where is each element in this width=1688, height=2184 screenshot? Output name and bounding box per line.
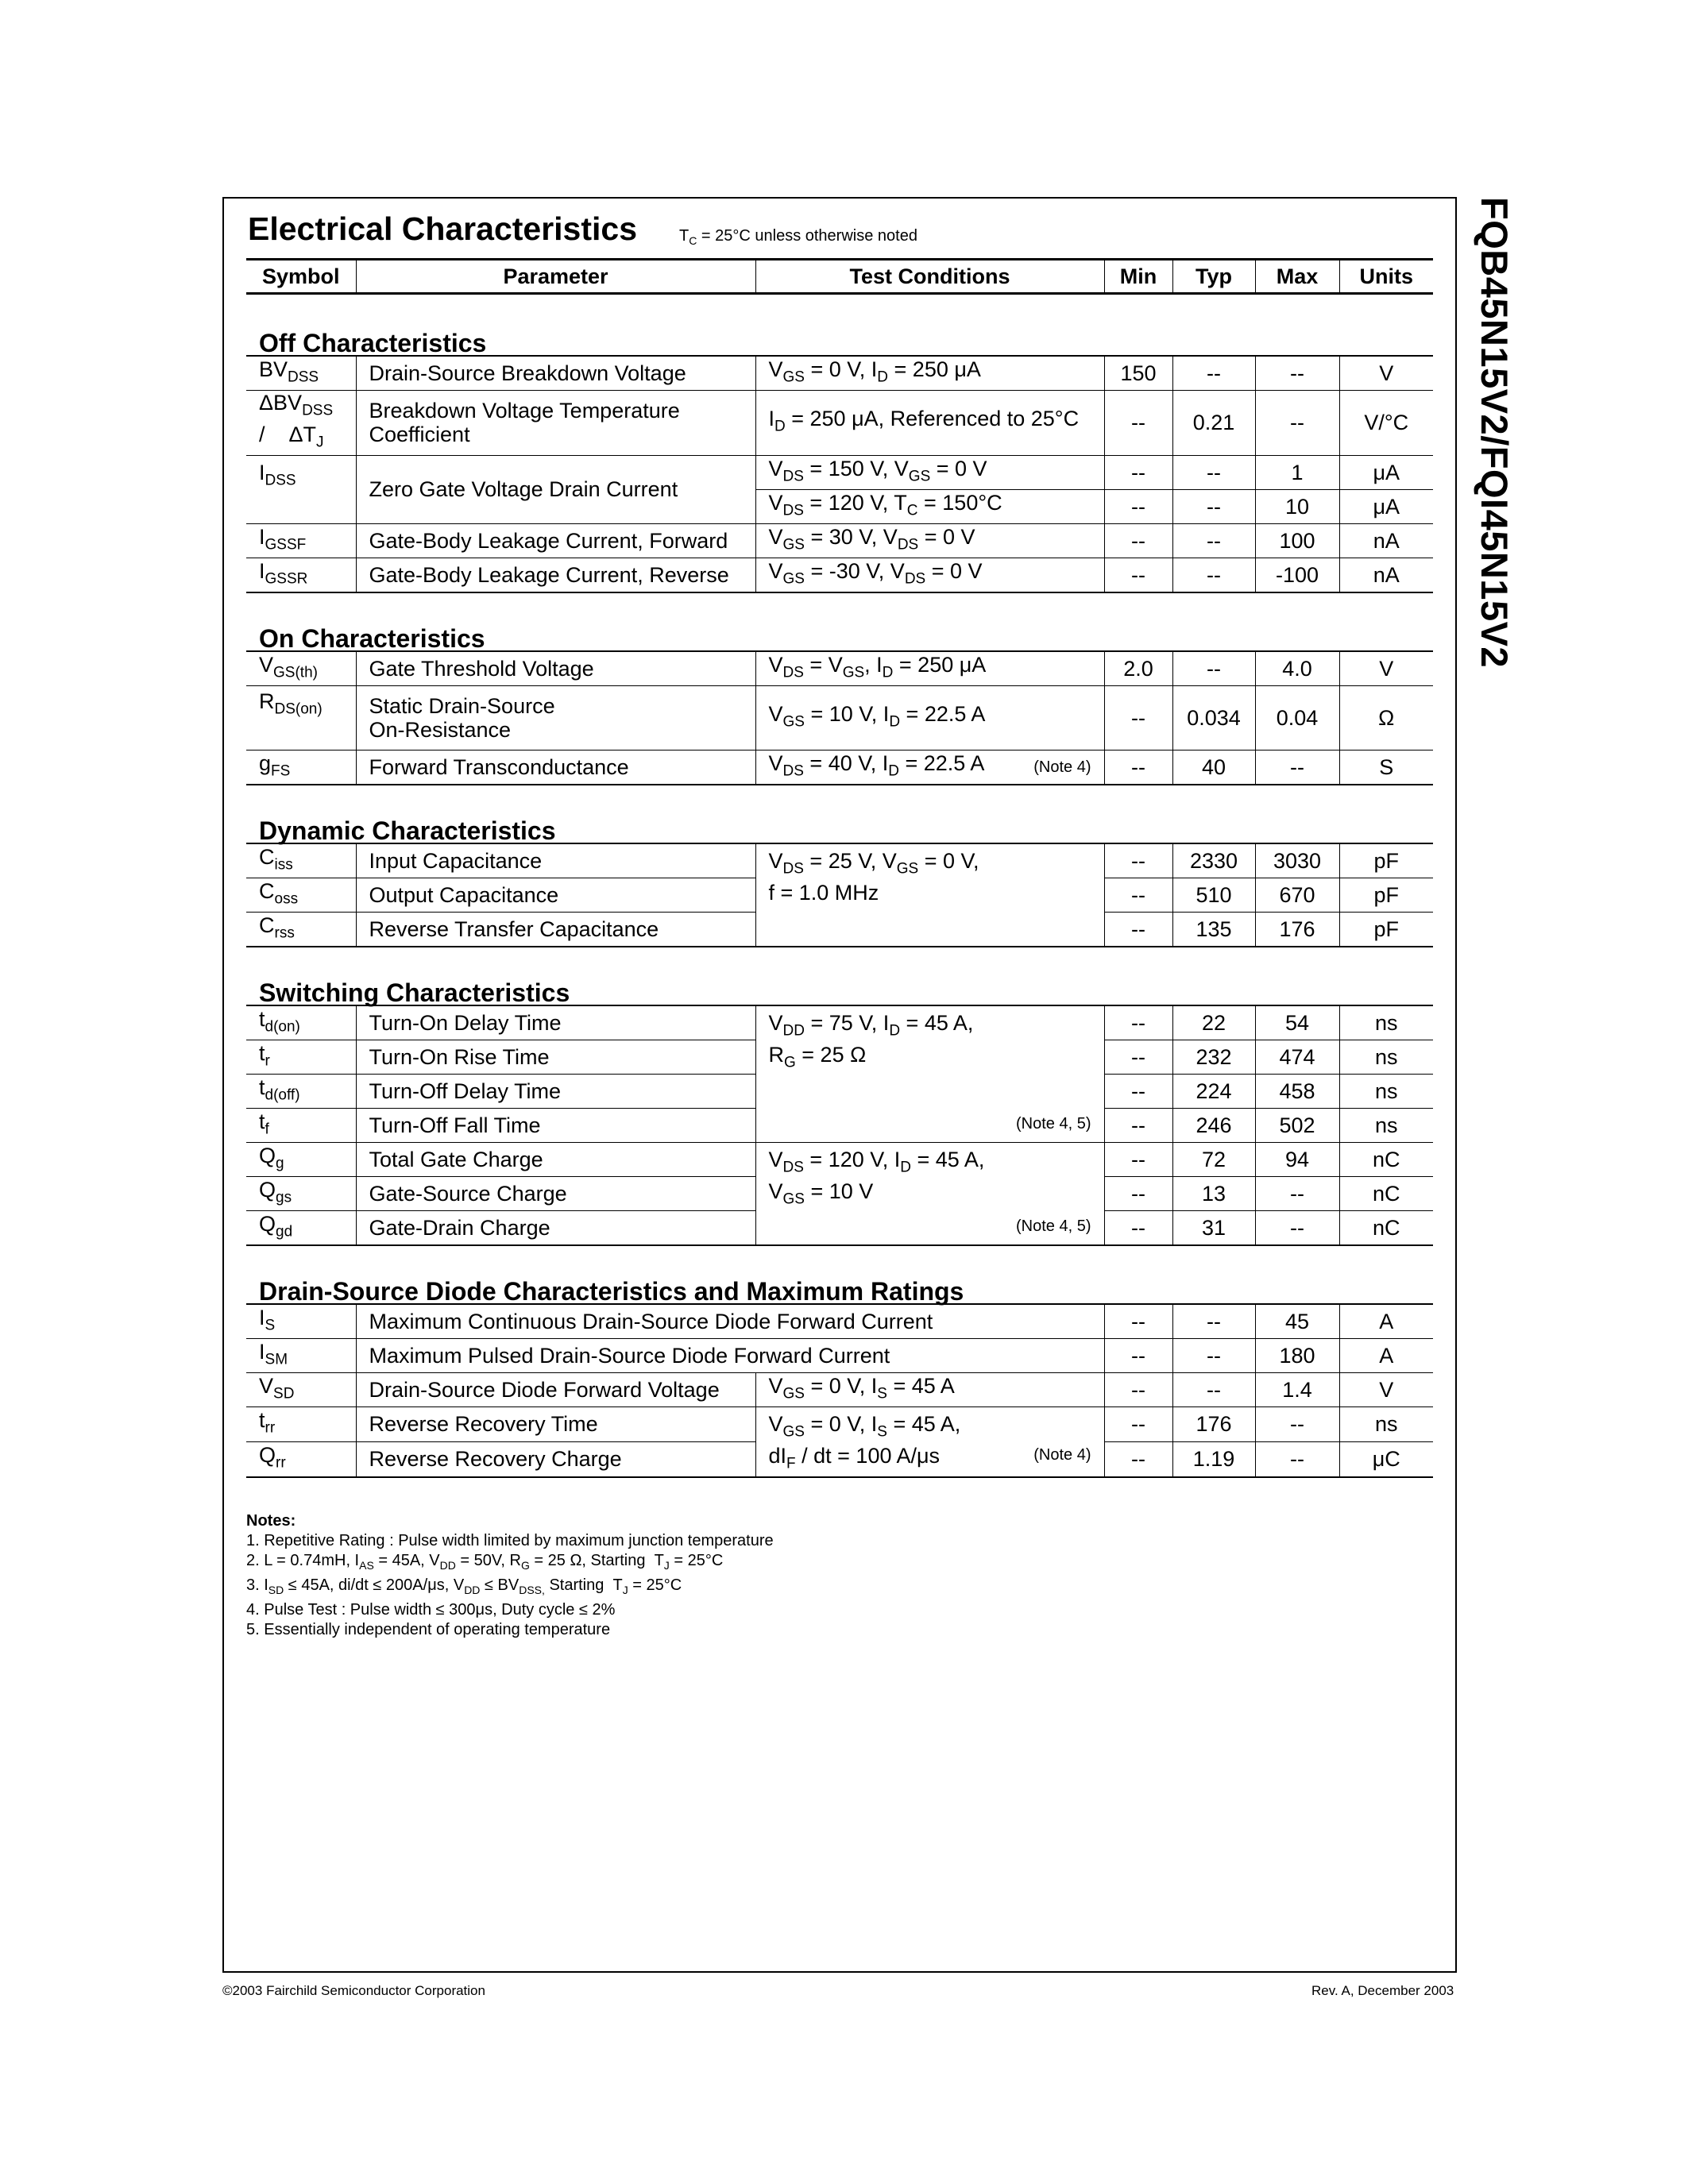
header-max: Max bbox=[1255, 260, 1339, 294]
min-cell: -- bbox=[1104, 1142, 1172, 1176]
symbol-cell: $C_{oss}$ bbox=[246, 878, 356, 912]
note-ref: (Note 4) bbox=[1033, 758, 1091, 776]
test-conditions-cell: $I_D = 250$ μA, Referenced to 25°C bbox=[755, 391, 1104, 456]
header-typ: Typ bbox=[1172, 260, 1255, 294]
unit-cell: nA bbox=[1339, 558, 1433, 592]
symbol-cell: $I_{GSSR}$ bbox=[246, 558, 356, 592]
max-cell: -- bbox=[1255, 391, 1339, 456]
typ-cell: -- bbox=[1172, 489, 1255, 523]
parameter-cell: Reverse Recovery Time bbox=[356, 1406, 755, 1441]
unit-cell: A bbox=[1339, 1338, 1433, 1372]
test-conditions-cell: $V_{DD} = 75$ V, $I_D = 45$ A, $R_G = 25$ Ω (Note 4, 5) bbox=[755, 1005, 1104, 1143]
section-heading-on: On Characteristics bbox=[246, 592, 1433, 651]
typ-cell: -- bbox=[1172, 455, 1255, 489]
min-cell: -- bbox=[1104, 1406, 1172, 1441]
test-conditions-cell: $V_{GS} = 0$ V, $I_S = 45$ A, $dI_F$ / dt = 100 A/μs (Note 4) bbox=[755, 1406, 1104, 1476]
table-row bbox=[246, 1005, 1433, 1040]
side-part-number bbox=[1465, 197, 1516, 689]
symbol-cell: $\Delta BV_{DSS}$ / $\Delta T_J$ bbox=[246, 391, 356, 456]
typ-cell: 13 bbox=[1172, 1176, 1255, 1210]
typ-cell: 1.19 bbox=[1172, 1441, 1255, 1476]
min-cell: -- bbox=[1104, 489, 1172, 523]
typ-cell: -- bbox=[1172, 1338, 1255, 1372]
symbol-cell: $R_{DS(on)}$ bbox=[246, 685, 356, 750]
typ-cell: -- bbox=[1172, 356, 1255, 391]
parameter-cell: Maximum Pulsed Drain-Source Diode Forward Current bbox=[356, 1338, 1104, 1372]
note-5: 5. Essentially independent of operating temperature bbox=[246, 1621, 611, 1638]
table-row bbox=[246, 1142, 1433, 1176]
unit-cell: nA bbox=[1339, 523, 1433, 558]
unit-cell: Ω bbox=[1339, 685, 1433, 750]
test-conditions-cell: $V_{GS} = 30$ V, $V_{DS} = 0$ V bbox=[755, 523, 1104, 558]
typ-cell: 246 bbox=[1172, 1108, 1255, 1142]
test-conditions-cell: $V_{DS} = 120$ V, $T_C = 150^\circ C$ bbox=[755, 489, 1104, 523]
max-cell: 54 bbox=[1255, 1005, 1339, 1040]
typ-cell: 0.034 bbox=[1172, 685, 1255, 750]
unit-cell: nC bbox=[1339, 1176, 1433, 1210]
unit-cell: V/°C bbox=[1339, 391, 1433, 456]
table-row bbox=[246, 1338, 1433, 1372]
parameter-cell: Maximum Continuous Drain-Source Diode Forward Current bbox=[356, 1304, 1104, 1339]
note-3: 3. $I_{SD} \le 45A$, di/dt ≤ 200A/μs, $V_{DD} \le BV_{DSS,}$ Starting $T_J = 25^\circ C$ bbox=[246, 1576, 682, 1596]
table-row bbox=[246, 651, 1433, 686]
min-cell: -- bbox=[1104, 523, 1172, 558]
table-row bbox=[246, 391, 1433, 456]
max-cell: 180 bbox=[1255, 1338, 1339, 1372]
min-cell: -- bbox=[1104, 912, 1172, 947]
typ-cell: 31 bbox=[1172, 1210, 1255, 1245]
parameter-cell: Zero Gate Voltage Drain Current bbox=[356, 455, 755, 523]
table-row bbox=[246, 455, 1433, 489]
min-cell: -- bbox=[1104, 1304, 1172, 1339]
footer-copyright: ©2003 Fairchild Semiconductor Corporation bbox=[222, 1983, 485, 1998]
parameter-cell: Gate-Source Charge bbox=[356, 1176, 755, 1210]
parameter-cell: Total Gate Charge bbox=[356, 1142, 755, 1176]
header-min: Min bbox=[1104, 260, 1172, 294]
symbol-cell: $I_{SM}$ bbox=[246, 1338, 356, 1372]
typ-cell: 22 bbox=[1172, 1005, 1255, 1040]
condition-note: $T_C = 25^\circ C$ unless otherwise noted bbox=[679, 227, 917, 247]
max-cell: 94 bbox=[1255, 1142, 1339, 1176]
typ-cell: 232 bbox=[1172, 1040, 1255, 1074]
symbol-cell: $t_{d(off)}$ bbox=[246, 1074, 356, 1108]
symbol-cell: $g_{FS}$ bbox=[246, 750, 356, 785]
symbol-cell: $I_{DSS}$ bbox=[246, 455, 356, 523]
dynamic-characteristics bbox=[246, 843, 1433, 947]
max-cell: -- bbox=[1255, 1406, 1339, 1441]
typ-cell: -- bbox=[1172, 1304, 1255, 1339]
min-cell: -- bbox=[1104, 1441, 1172, 1476]
side-part-number-text: FQB45N15V2/FQI45N15V2 bbox=[1474, 197, 1516, 669]
parameter-cell: Input Capacitance bbox=[356, 843, 755, 878]
parameter-cell: Turn-On Rise Time bbox=[356, 1040, 755, 1074]
parameter-cell: Drain-Source Diode Forward Voltage bbox=[356, 1372, 755, 1406]
max-cell: 458 bbox=[1255, 1074, 1339, 1108]
header-units: Units bbox=[1339, 260, 1433, 294]
min-cell: -- bbox=[1104, 750, 1172, 785]
max-cell: -- bbox=[1255, 1176, 1339, 1210]
min-cell: -- bbox=[1104, 878, 1172, 912]
table-row bbox=[246, 1304, 1433, 1339]
max-cell: 670 bbox=[1255, 878, 1339, 912]
min-cell: -- bbox=[1104, 1176, 1172, 1210]
off-characteristics bbox=[246, 356, 1433, 592]
parameter-cell: Drain-Source Breakdown Voltage bbox=[356, 356, 755, 391]
max-cell: 1.4 bbox=[1255, 1372, 1339, 1406]
section-heading-diode: Drain-Source Diode Characteristics and Maximum Ratings bbox=[246, 1245, 1433, 1304]
unit-cell: μC bbox=[1339, 1441, 1433, 1476]
parameter-cell: Turn-Off Delay Time bbox=[356, 1074, 755, 1108]
parameter-cell: Gate-Body Leakage Current, Forward bbox=[356, 523, 755, 558]
section-heading-dynamic: Dynamic Characteristics bbox=[246, 785, 1433, 843]
max-cell: 176 bbox=[1255, 912, 1339, 947]
diode-characteristics bbox=[246, 1304, 1433, 1477]
typ-cell: 40 bbox=[1172, 750, 1255, 785]
test-conditions-cell: $V_{GS} = 0$ V, $I_D = 250$ μA bbox=[755, 356, 1104, 391]
symbol-cell: $C_{iss}$ bbox=[246, 843, 356, 878]
min-cell: -- bbox=[1104, 1074, 1172, 1108]
note-1: 1. Repetitive Rating : Pulse width limited by maximum junction temperature bbox=[246, 1532, 774, 1549]
max-cell: 0.04 bbox=[1255, 685, 1339, 750]
min-cell: -- bbox=[1104, 1108, 1172, 1142]
test-conditions-cell: $V_{DS} = 120$ V, $I_D = 45$ A, $V_{GS} = 10$ V (Note 4, 5) bbox=[755, 1142, 1104, 1245]
table-row bbox=[246, 685, 1433, 750]
table-row bbox=[246, 356, 1433, 391]
max-cell: -100 bbox=[1255, 558, 1339, 592]
max-cell: -- bbox=[1255, 1441, 1339, 1476]
test-conditions-cell: $V_{GS} = 10$ V, $I_D = 22.5$ A bbox=[755, 685, 1104, 750]
typ-cell: 0.21 bbox=[1172, 391, 1255, 456]
min-cell: -- bbox=[1104, 455, 1172, 489]
max-cell: 1 bbox=[1255, 455, 1339, 489]
typ-cell: 510 bbox=[1172, 878, 1255, 912]
min-cell: -- bbox=[1104, 1372, 1172, 1406]
symbol-cell: $Q_{gs}$ bbox=[246, 1176, 356, 1210]
unit-cell: ns bbox=[1339, 1108, 1433, 1142]
max-cell: -- bbox=[1255, 750, 1339, 785]
min-cell: -- bbox=[1104, 1210, 1172, 1245]
unit-cell: nC bbox=[1339, 1142, 1433, 1176]
symbol-cell: $I_{GSSF}$ bbox=[246, 523, 356, 558]
unit-cell: ns bbox=[1339, 1005, 1433, 1040]
test-conditions-cell: $V_{DS} = 150$ V, $V_{GS} = 0$ V bbox=[755, 455, 1104, 489]
notes-heading: Notes: bbox=[246, 1512, 296, 1530]
typ-cell: -- bbox=[1172, 651, 1255, 686]
table-header-row bbox=[246, 260, 1433, 294]
unit-cell: pF bbox=[1339, 912, 1433, 947]
test-conditions-cell: $V_{GS} = -30$ V, $V_{DS} = 0$ V bbox=[755, 558, 1104, 592]
symbol-cell: $Q_g$ bbox=[246, 1142, 356, 1176]
min-cell: 2.0 bbox=[1104, 651, 1172, 686]
switching-characteristics bbox=[246, 1005, 1433, 1245]
parameter-cell: Static Drain-Source On-Resistance bbox=[356, 685, 755, 750]
unit-cell: μA bbox=[1339, 455, 1433, 489]
typ-cell: 2330 bbox=[1172, 843, 1255, 878]
parameter-cell: Turn-Off Fall Time bbox=[356, 1108, 755, 1142]
parameter-cell: Gate Threshold Voltage bbox=[356, 651, 755, 686]
min-cell: -- bbox=[1104, 558, 1172, 592]
min-cell: -- bbox=[1104, 1040, 1172, 1074]
symbol-cell: $t_{rr}$ bbox=[246, 1406, 356, 1441]
unit-cell: S bbox=[1339, 750, 1433, 785]
parameter-cell: Breakdown Voltage Temperature Coefficient bbox=[356, 391, 755, 456]
unit-cell: ns bbox=[1339, 1406, 1433, 1441]
parameter-cell: Turn-On Delay Time bbox=[356, 1005, 755, 1040]
test-conditions-cell: $V_{DS} = 25$ V, $V_{GS} = 0$ V, f = 1.0 MHz bbox=[755, 843, 1104, 947]
unit-cell: nC bbox=[1339, 1210, 1433, 1245]
min-cell: -- bbox=[1104, 1005, 1172, 1040]
typ-cell: 135 bbox=[1172, 912, 1255, 947]
max-cell: 4.0 bbox=[1255, 651, 1339, 686]
symbol-cell: $I_S$ bbox=[246, 1304, 356, 1339]
max-cell: 100 bbox=[1255, 523, 1339, 558]
symbol-cell: $V_{GS(th)}$ bbox=[246, 651, 356, 686]
table-row bbox=[246, 843, 1433, 878]
typ-cell: -- bbox=[1172, 558, 1255, 592]
page-title: Electrical Characteristics bbox=[248, 210, 637, 247]
test-conditions-cell: $V_{DS} = 40$ V, $I_D = 22.5$ A (Note 4) bbox=[755, 750, 1104, 785]
table-row bbox=[246, 1406, 1433, 1441]
min-cell: -- bbox=[1104, 843, 1172, 878]
note-2: 2. L = 0.74mH, $I_{AS} = 45A$, $V_{DD} = 50V$, $R_G = 25$ Ω, Starting $T_J = 25^\circ C$ bbox=[246, 1552, 724, 1572]
max-cell: 10 bbox=[1255, 489, 1339, 523]
header-test-conditions: Test Conditions bbox=[755, 260, 1104, 294]
max-cell: 3030 bbox=[1255, 843, 1339, 878]
table-row bbox=[246, 1372, 1433, 1406]
typ-cell: -- bbox=[1172, 1372, 1255, 1406]
max-cell: 502 bbox=[1255, 1108, 1339, 1142]
header-symbol: Symbol bbox=[246, 260, 356, 294]
typ-cell: 176 bbox=[1172, 1406, 1255, 1441]
min-cell: 150 bbox=[1104, 356, 1172, 391]
table-row bbox=[246, 750, 1433, 785]
table-row bbox=[246, 558, 1433, 592]
header-parameter: Parameter bbox=[356, 260, 755, 294]
unit-cell: μA bbox=[1339, 489, 1433, 523]
note-ref: (Note 4, 5) bbox=[1016, 1114, 1091, 1133]
note-ref: (Note 4, 5) bbox=[1016, 1217, 1091, 1235]
note-4: 4. Pulse Test : Pulse width ≤ 300μs, Duty cycle ≤ 2% bbox=[246, 1601, 616, 1619]
min-cell: -- bbox=[1104, 685, 1172, 750]
symbol-cell: $t_f$ bbox=[246, 1108, 356, 1142]
notes-block bbox=[246, 1511, 774, 1640]
parameter-cell: Reverse Recovery Charge bbox=[356, 1441, 755, 1476]
section-heading-switching: Switching Characteristics bbox=[246, 947, 1433, 1005]
parameter-cell: Reverse Transfer Capacitance bbox=[356, 912, 755, 947]
section-heading-off: Off Characteristics bbox=[246, 294, 1433, 357]
parameter-cell: Forward Transconductance bbox=[356, 750, 755, 785]
max-cell: -- bbox=[1255, 1210, 1339, 1245]
parameter-cell: Output Capacitance bbox=[356, 878, 755, 912]
unit-cell: A bbox=[1339, 1304, 1433, 1339]
parameter-cell: Gate-Body Leakage Current, Reverse bbox=[356, 558, 755, 592]
symbol-cell: $C_{rss}$ bbox=[246, 912, 356, 947]
electrical-characteristics-table bbox=[246, 258, 1433, 1478]
typ-cell: -- bbox=[1172, 523, 1255, 558]
table-row bbox=[246, 523, 1433, 558]
min-cell: -- bbox=[1104, 391, 1172, 456]
parameter-cell: Gate-Drain Charge bbox=[356, 1210, 755, 1245]
symbol-cell: $BV_{DSS}$ bbox=[246, 356, 356, 391]
unit-cell: V bbox=[1339, 651, 1433, 686]
test-conditions-cell: $V_{DS} = V_{GS}$, $I_D = 250$ μA bbox=[755, 651, 1104, 686]
max-cell: 474 bbox=[1255, 1040, 1339, 1074]
unit-cell: V bbox=[1339, 356, 1433, 391]
footer-revision: Rev. A, December 2003 bbox=[1311, 1983, 1454, 1998]
symbol-cell: $t_{d(on)}$ bbox=[246, 1005, 356, 1040]
unit-cell: pF bbox=[1339, 843, 1433, 878]
note-ref: (Note 4) bbox=[1033, 1445, 1091, 1464]
typ-cell: 224 bbox=[1172, 1074, 1255, 1108]
min-cell: -- bbox=[1104, 1338, 1172, 1372]
symbol-cell: $V_{SD}$ bbox=[246, 1372, 356, 1406]
max-cell: 45 bbox=[1255, 1304, 1339, 1339]
symbol-cell: $t_r$ bbox=[246, 1040, 356, 1074]
unit-cell: ns bbox=[1339, 1074, 1433, 1108]
typ-cell: 72 bbox=[1172, 1142, 1255, 1176]
unit-cell: V bbox=[1339, 1372, 1433, 1406]
symbol-cell: $Q_{rr}$ bbox=[246, 1441, 356, 1476]
max-cell: -- bbox=[1255, 356, 1339, 391]
unit-cell: ns bbox=[1339, 1040, 1433, 1074]
symbol-cell: $Q_{gd}$ bbox=[246, 1210, 356, 1245]
test-conditions-cell: $V_{GS} = 0$ V, $I_S = 45$ A bbox=[755, 1372, 1104, 1406]
unit-cell: pF bbox=[1339, 878, 1433, 912]
on-characteristics bbox=[246, 651, 1433, 785]
